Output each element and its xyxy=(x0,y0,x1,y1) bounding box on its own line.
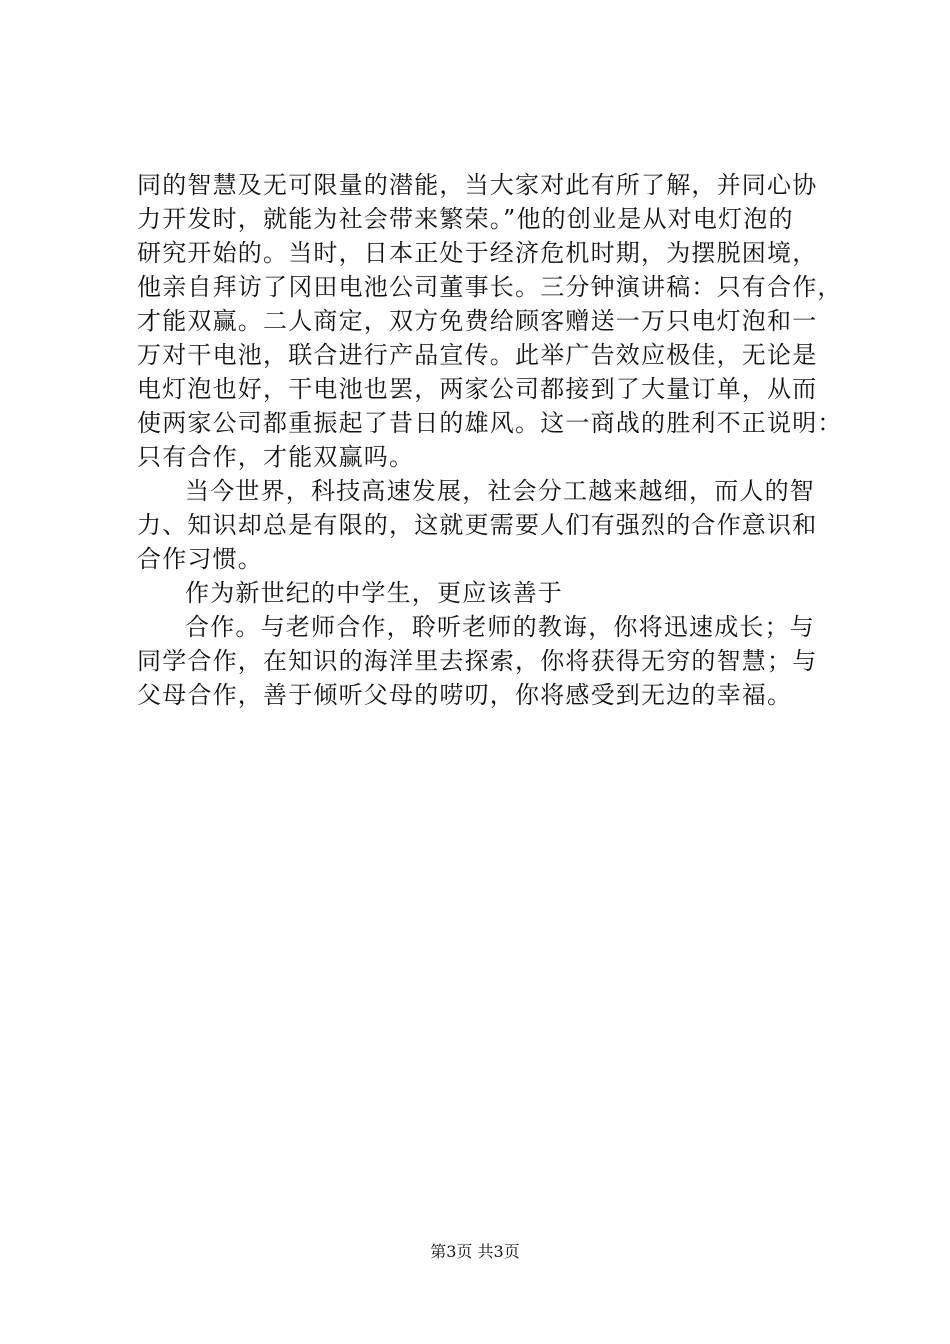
text-line: 同的智慧及无可限量的潜能，当大家对此有所了解，并同心协 xyxy=(137,171,818,199)
text-line: 力、知识却总是有限的，这就更需要人们有强烈的合作意识和 xyxy=(137,511,818,539)
text-line: 只有合作，才能双赢吗。 xyxy=(137,443,415,471)
text-line: 电灯泡也好，干电池也罢，两家公司都接到了大量订单，从而 xyxy=(137,375,818,403)
text-line: 他亲自拜访了冈田电池公司董事长。三分钟演讲稿：只有合作， xyxy=(137,273,843,301)
text-line: 万对干电池，联合进行产品宣传。此举广告效应极佳，无论是 xyxy=(137,341,818,369)
text-line: 力开发时，就能为社会带来繁荣。”他的创业是从对电灯泡的 xyxy=(137,205,794,233)
text-line: 合作习惯。 xyxy=(137,545,263,573)
text-line: 才能双赢。二人商定，双方免费给顾客赠送一万只电灯泡和一 xyxy=(137,307,818,335)
text-line: 同学合作，在知识的海洋里去探索，你将获得无穷的智慧；与 xyxy=(137,647,818,675)
paragraph-start-line: 合作。与老师合作，聆听老师的教诲，你将迅速成长；与 xyxy=(185,613,815,641)
paragraph-start-line: 作为新世纪的中学生，更应该善于 xyxy=(185,579,563,607)
page-number-footer: 第3页 共3页 xyxy=(430,1242,520,1261)
document-body xyxy=(137,168,843,712)
paragraph-start-line: 当今世界，科技高速发展，社会分工越来越细，而人的智 xyxy=(185,477,815,505)
text-line: 父母合作，善于倾听父母的唠叨，你将感受到无边的幸福。 xyxy=(137,681,793,709)
text-line: 研究开始的。当时，日本正处于经济危机时期，为摆脱困境， xyxy=(137,239,818,267)
text-line: 使两家公司都重振起了昔日的雄风。这一商战的胜利不正说明： xyxy=(137,409,843,437)
